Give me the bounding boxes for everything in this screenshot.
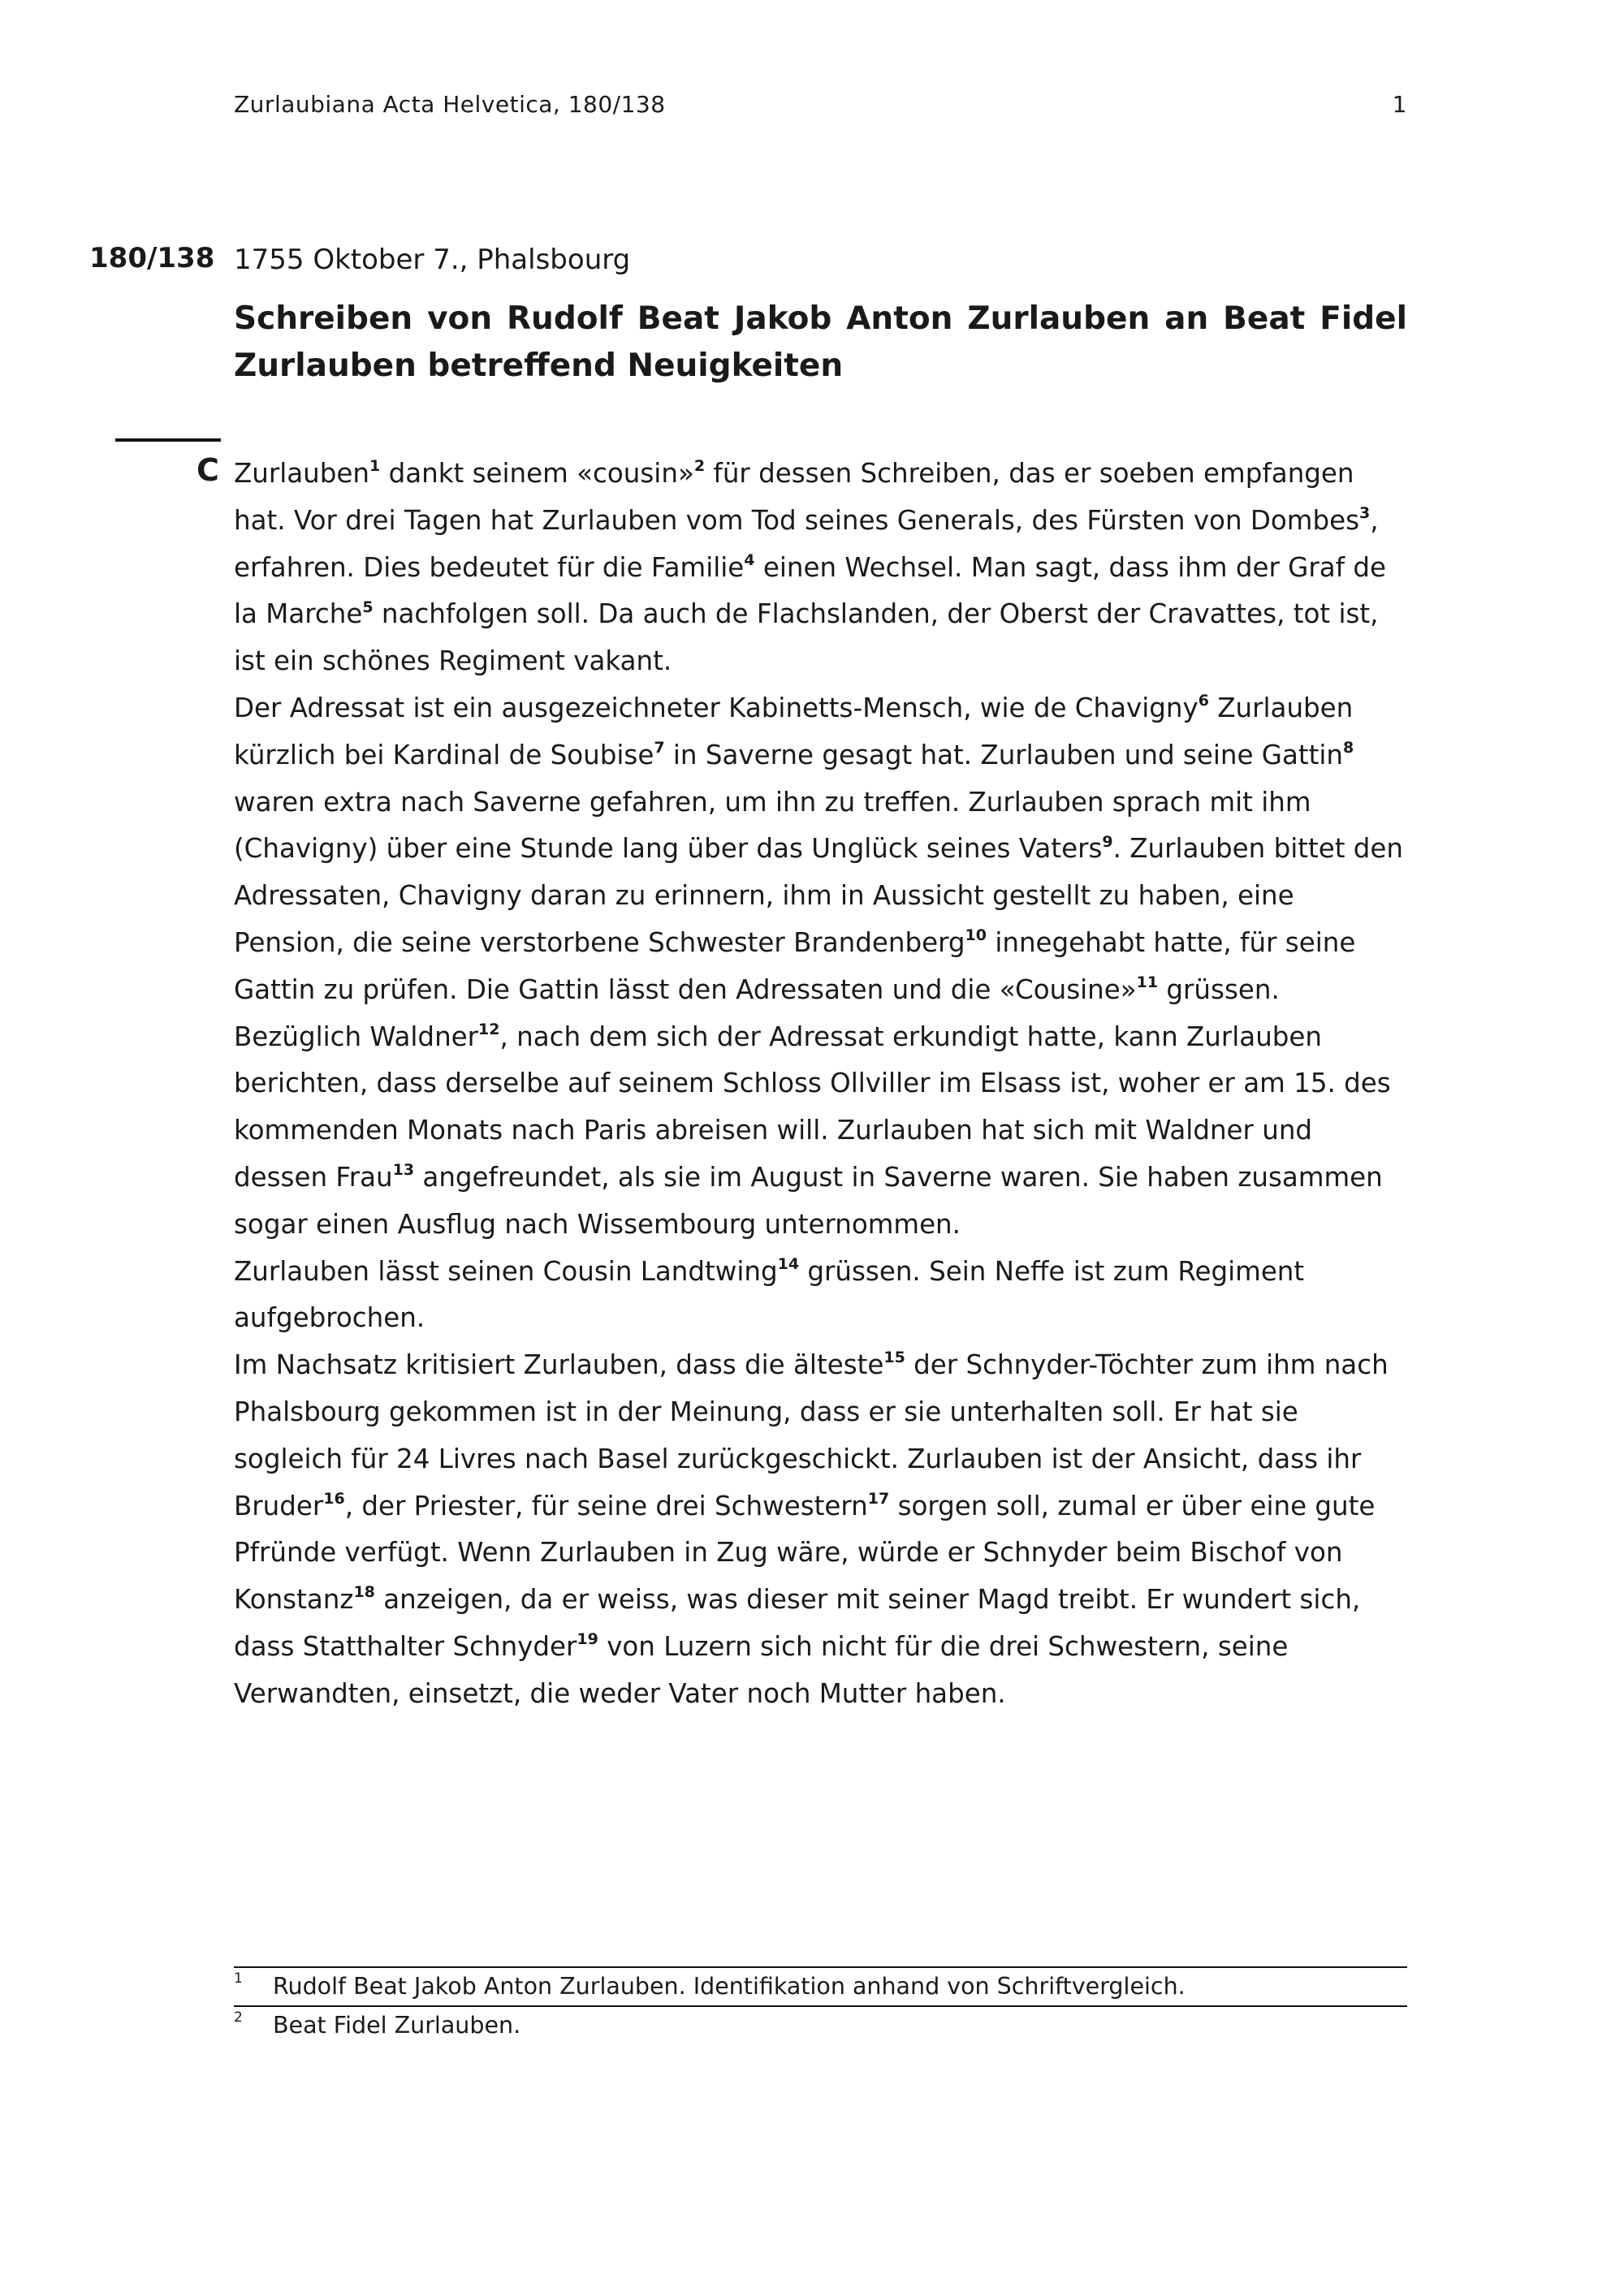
footnote-ref: 8 [1343, 738, 1354, 757]
footnote-ref: 6 [1198, 692, 1209, 710]
footnote-ref: 12 [478, 1020, 500, 1038]
footnotes [234, 1966, 1407, 2044]
footnote-ref: 16 [323, 1489, 345, 1508]
footnote [234, 1968, 1407, 2005]
series-title: Zurlaubiana Acta Helvetica, 180/138 [234, 91, 666, 118]
paragraph-1: Zurlauben$^1$ dankt seinem «cousin»$^2$ für dessen Schreiben, das er soeben empfangen hat. Vor drei Tagen hat Zurlauben vom Tod seines Generals, des Fürsten von Dombes$^3$, erfahren. Dies bedeutet für die Familie$^4$ einen Wechsel. Man sagt, dass ihm der Graf de la Marche$^5$ nachfolgen soll. Da auch de Flachslanden, der Oberst der Cravattes, tot ist, ist ein schönes Regiment vakant. [234, 457, 1387, 677]
margin-marker-letter: C [197, 452, 219, 488]
footnote-ref: 5 [362, 598, 374, 616]
paragraph-2: Der Adressat ist ein ausgezeichneter Kabinetts-Mensch, wie de Chavigny$^6$ Zurlauben kürzlich bei Kardinal de Soubise$^7$ in Saverne gesagt hat. Zurlauben und seine Gattin$^8$ waren extra nach Saverne gefahren, um ihn zu treffen. Zurlauben sprach mit ihm (Chavigny) über eine Stunde lang über das Unglück seines Vaters$^9$. Zurlauben bittet den Adressaten, Chavigny daran zu erinnern, ihm in Aussicht gestellt zu haben, eine Pension, die seine verstorbene Schwester Brandenberg$^{10}$ innegehabt hatte, für seine Gattin zu prüfen. Die Gattin lässt den Adressaten und die «Cousine»$^{11}$ grüssen. [234, 692, 1404, 1005]
document-date-place: 1755 Oktober 7., Phalsbourg [234, 244, 631, 276]
footnote-ref: 18 [353, 1583, 375, 1602]
footnote-ref: 11 [1136, 973, 1159, 991]
paragraph-5: Im Nachsatz kritisiert Zurlauben, dass die älteste$^{15}$ der Schnyder-Töchter zum ihm nach Phalsbourg gekommen ist in der Meinung, dass er sie unterhalten soll. Er hat sie sogleich für 24 Livres nach Basel zurückgeschickt. Zurlauben ist der Ansicht, dass ihr Bruder$^{16}$, der Priester, für seine drei Schwestern$^{17}$ sorgen soll, zumal er über eine gute Pfründe verfügt. Wenn Zurlauben in Zug wäre, würde er Schnyder beim Bischof von Konstanz$^{18}$ anzeigen, da er weiss, was dieser mit seiner Magd treibt. Er wundert sich, dass Statthalter Schnyder$^{19}$ von Luzern sich nicht für die drei Schwestern, seine Verwandten, einsetzt, die weder Vater noch Mutter haben. [234, 1349, 1389, 1709]
footnote-number: 2 [234, 2009, 243, 2026]
footnote-ref: 4 [744, 550, 755, 569]
paragraph-4: Zurlauben lässt seinen Cousin Landtwing$^{14}$ grüssen. Sein Neffe ist zum Regiment aufgebrochen. [234, 1254, 1305, 1334]
footnote-number: 1 [234, 1970, 243, 1987]
document-title: Schreiben von Rudolf Beat Jakob Anton Zurlauben an Beat Fidel Zurlauben betreffend Neuigkeiten [234, 300, 1407, 384]
page-number: 1 [1392, 91, 1407, 118]
footnote-ref: 15 [883, 1349, 905, 1367]
paragraph-3: Bezüglich Waldner$^{12}$, nach dem sich der Adressat erkundigt hatte, kann Zurlauben berichten, dass derselbe auf seinem Schloss Ollviller im Elsass ist, woher er am 15. des kommenden Monats nach Paris abreisen will. Zurlauben hat sich mit Waldner und dessen Frau$^{13}$ angefreundet, als sie im August in Saverne waren. Sie haben zusammen sogar einen Ausflug nach Wissembourg unternommen. [234, 1020, 1391, 1240]
footnote-ref: 13 [392, 1161, 415, 1180]
footnote-ref: 7 [654, 738, 665, 757]
page-header [234, 91, 1407, 123]
footnote-ref: 3 [1359, 503, 1371, 522]
footnote-ref: 9 [1102, 832, 1113, 851]
footnote-ref: 10 [965, 926, 987, 945]
regest-body [234, 451, 1407, 1718]
footnote [234, 2007, 1407, 2044]
footnote-text: Rudolf Beat Jakob Anton Zurlauben. Identifikation anhand von Schriftvergleich. [273, 1973, 1186, 2000]
footnote-ref: 14 [777, 1254, 800, 1273]
document-number: 180/138 [89, 242, 215, 274]
footnote-ref: 19 [577, 1630, 598, 1649]
footnote-ref: 2 [693, 457, 706, 476]
footnote-ref: 1 [369, 457, 381, 476]
footnote-text: Beat Fidel Zurlauben. [273, 2012, 521, 2039]
footnote-ref: 17 [867, 1489, 890, 1508]
margin-rule [115, 438, 221, 442]
